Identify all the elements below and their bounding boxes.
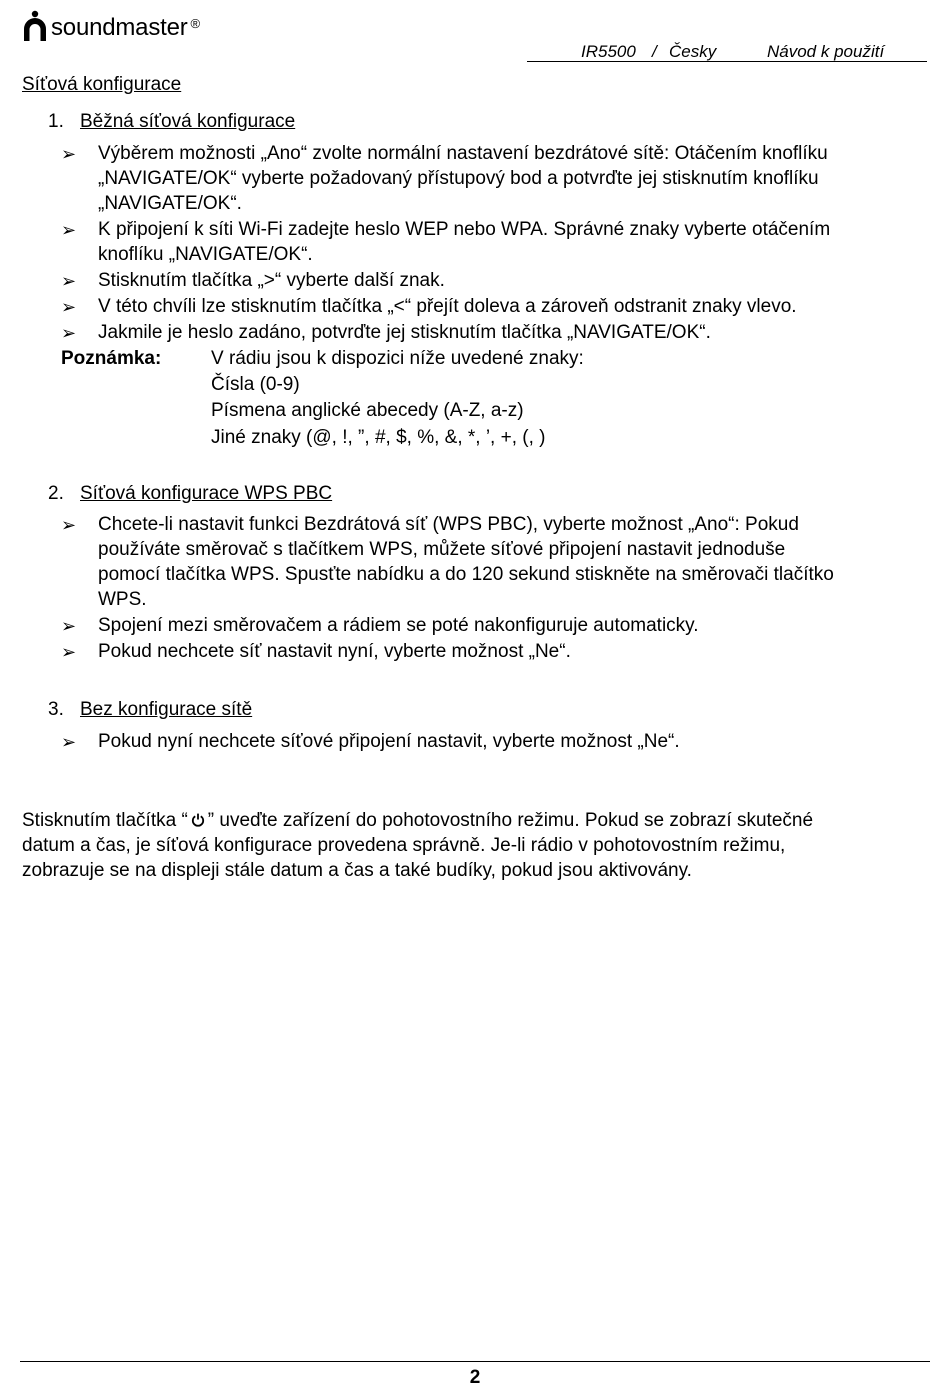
bullet-arrow-icon: ➢ bbox=[61, 144, 77, 164]
bullet-arrow-icon: ➢ bbox=[61, 642, 77, 662]
note-line-1: V rádiu jsou k dispozici níže uvedené znaky: bbox=[211, 348, 584, 369]
language-label: Česky bbox=[669, 42, 717, 61]
page-number: 2 bbox=[469, 1367, 481, 1388]
closing-line-3: zobrazuje se na displeji stále datum a čas a také budíky, pokud jsou aktivovány. bbox=[22, 860, 692, 881]
section-2-bullet-1-line-3: pomocí tlačítka WPS. Spusťte nabídku a do 120 sekund stiskněte na směrovači tlačítko bbox=[98, 564, 834, 585]
note-line-3: Písmena anglické abecedy (A-Z, a-z) bbox=[211, 400, 524, 421]
section-1-bullet-3: Stisknutím tlačítka „>“ vyberte další znak. bbox=[98, 270, 445, 291]
section-2-bullet-1-line-1: Chcete-li nastavit funkci Bezdrátová síť (WPS PBC), vyberte možnost „Ano“: Pokud bbox=[98, 514, 799, 535]
note-line-4: Jiné znaky (@, !, ”, #, $, %, &, *, ’, +, (, ) bbox=[211, 427, 546, 448]
section-1-bullet-4: V této chvíli lze stisknutím tlačítka „<“ přejít doleva a zároveň odstranit znaky vlevo. bbox=[98, 296, 797, 317]
bullet-arrow-icon: ➢ bbox=[61, 323, 77, 343]
section-1-bullet-1-line-2: „NAVIGATE/OK“ vyberte požadovaný přístupový bod a potvrďte jej stisknutím knoflíku bbox=[98, 168, 819, 189]
brand-logo bbox=[22, 10, 200, 43]
bullet-arrow-icon: ➢ bbox=[61, 732, 77, 752]
section-2-bullet-2: Spojení mezi směrovačem a rádiem se poté nakonfiguruje automaticky. bbox=[98, 615, 699, 636]
section-2-title: Síťová konfigurace WPS PBC bbox=[80, 483, 333, 504]
footer-divider bbox=[20, 1361, 930, 1362]
section-3-title: Bez konfigurace sítě bbox=[80, 699, 253, 720]
closing-line-1 bbox=[22, 810, 813, 832]
model-name: IR5500 bbox=[581, 42, 636, 61]
bullet-arrow-icon: ➢ bbox=[61, 297, 77, 317]
soundmaster-logo-icon bbox=[22, 10, 48, 43]
section-1-bullet-1-line-3: „NAVIGATE/OK“. bbox=[98, 193, 242, 214]
closing-line-1-end: ” uveďte zařízení do pohotovostního režimu. Pokud se zobrazí skutečné bbox=[207, 810, 814, 831]
closing-line-1-start: Stisknutím tlačítka “ bbox=[22, 810, 188, 831]
section-1-title: Běžná síťová konfigurace bbox=[80, 111, 296, 132]
header-meta bbox=[527, 42, 927, 62]
section-1-bullet-5: Jakmile je heslo zadáno, potvrďte jej stisknutím tlačítka „NAVIGATE/OK“. bbox=[98, 322, 711, 343]
section-1-bullet-1-line-1: Výběrem možnosti „Ano“ zvolte normální nastavení bezdrátové sítě: Otáčením knoflíku bbox=[98, 143, 828, 164]
registered-mark: ® bbox=[190, 16, 201, 31]
section-2-bullet-1-line-2: používáte směrovač s tlačítkem WPS, můžete síťové připojení nastavit jednoduše bbox=[98, 539, 786, 560]
section-3-bullet-1: Pokud nyní nechcete síťové připojení nastavit, vyberte možnost „Ne“. bbox=[98, 731, 680, 752]
closing-line-2: datum a čas, je síťová konfigurace provedena správně. Je-li rádio v pohotovostním režimu, bbox=[22, 835, 786, 856]
section-1-bullet-2-line-2: knoflíku „NAVIGATE/OK“. bbox=[98, 244, 313, 265]
note-line-2: Čísla (0-9) bbox=[211, 374, 300, 395]
bullet-arrow-icon: ➢ bbox=[61, 271, 77, 291]
brand-name: soundmaster bbox=[51, 14, 188, 41]
header-separator: / bbox=[652, 42, 657, 61]
section-1-bullet-2-line-1: K připojení k síti Wi-Fi zadejte heslo WEP nebo WPA. Správné znaky vyberte otáčením bbox=[98, 219, 831, 240]
page-title: Síťová konfigurace bbox=[22, 74, 182, 95]
section-1-number: 1. bbox=[48, 111, 64, 132]
note-label: Poznámka: bbox=[61, 348, 162, 369]
section-2-bullet-1-line-4: WPS. bbox=[98, 589, 147, 610]
section-2-number: 2. bbox=[48, 483, 64, 504]
power-icon bbox=[191, 813, 205, 827]
bullet-arrow-icon: ➢ bbox=[61, 616, 77, 636]
bullet-arrow-icon: ➢ bbox=[61, 220, 77, 240]
document-type: Návod k použití bbox=[767, 42, 885, 61]
section-2-bullet-3: Pokud nechcete síť nastavit nyní, vyberte možnost „Ne“. bbox=[98, 641, 571, 662]
bullet-arrow-icon: ➢ bbox=[61, 515, 77, 535]
section-3-number: 3. bbox=[48, 699, 64, 720]
